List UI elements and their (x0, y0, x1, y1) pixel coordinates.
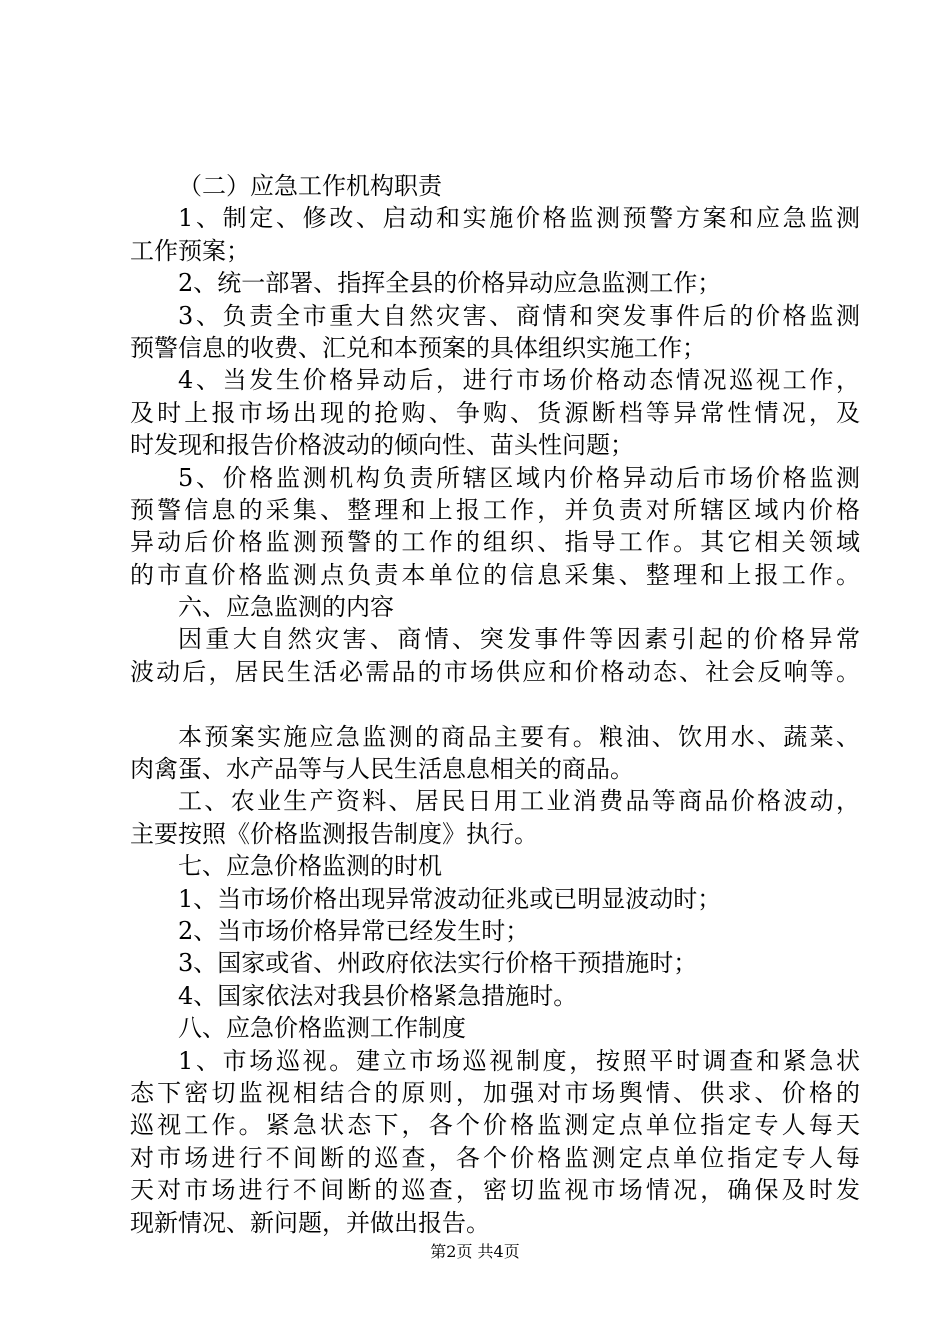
text-line: 六、应急监测的内容 (178, 593, 394, 622)
blank-line (130, 688, 860, 720)
text-line: 时发现和报告价格波动的倾向性、苗头性问题； (130, 431, 634, 460)
text-line: 现新情况、新问题，并做出报告。 (130, 1208, 490, 1237)
text-line: 天对市场进行不间断的巡查，密切监视市场情况，确保及时发 (130, 1176, 860, 1205)
text-line: 本预案实施应急监测的商品主要有。粮油、饮用水、蔬菜、 (178, 722, 860, 751)
text-line: 主要按照《价格监测报告制度》执行。 (130, 819, 538, 848)
document-body (130, 170, 860, 1239)
text-line: 工作预案； (130, 236, 250, 265)
text-line: 3、国家或省、州政府依法实行价格干预措施时； (178, 949, 698, 978)
text-line: 2、当市场价格异常已经发生时； (178, 916, 530, 945)
text-line: 5、价格监测机构负责所辖区域内价格异动后市场价格监测 (178, 463, 860, 492)
text-line: 2、统一部署、指挥全县的价格异动应急监测工作； (178, 269, 722, 298)
text-line: 4、当发生价格异动后，进行市场价格动态情况巡视工作， (178, 366, 860, 395)
text-line: 预警信息的收费、汇兑和本预案的具体组织实施工作； (130, 333, 706, 362)
text-line: 异动后价格监测预警的工作的组织、指导工作。其它相关领域 (130, 528, 860, 557)
text-line: 工、农业生产资料、居民日用工业消费品等商品价格波动， (178, 787, 860, 816)
text-line: 八、应急价格监测工作制度 (178, 1014, 466, 1043)
text-line: （二）应急工作机构职责 (178, 172, 442, 200)
text-line: 对市场进行不间断的巡查，各个价格监测定点单位指定专人每 (130, 1143, 860, 1172)
text-line: 1、当市场价格出现异常波动征兆或已明显波动时； (178, 884, 722, 913)
page-footer: 第2页 共4页 (430, 1242, 520, 1261)
text-line: 3、负责全市重大自然灾害、商情和突发事件后的价格监测 (178, 301, 860, 330)
text-line: 肉禽蛋、水产品等与人民生活息息相关的商品。 (130, 755, 634, 784)
text-line: 的市直价格监测点负责本单位的信息采集、整理和上报工作。 (130, 560, 860, 589)
text-line: 1、市场巡视。建立市场巡视制度，按照平时调查和紧急状 (178, 1046, 860, 1075)
text-line: 七、应急价格监测的时机 (178, 852, 442, 881)
text-line: 态下密切监视相结合的原则，加强对市场舆情、供求、价格的 (130, 1078, 860, 1107)
text-line: 4、国家依法对我县价格紧急措施时。 (178, 981, 578, 1010)
text-line: 因重大自然灾害、商情、突发事件等因素引起的价格异常 (178, 625, 860, 654)
text-line: 1、制定、修改、启动和实施价格监测预警方案和应急监测 (178, 204, 860, 233)
text-line: 预警信息的采集、整理和上报工作，并负责对所辖区域内价格 (130, 495, 860, 524)
text-line: 波动后，居民生活必需品的市场供应和价格动态、社会反响等。 (130, 657, 860, 686)
text-line: 巡视工作。紧急状态下，各个价格监测定点单位指定专人每天 (130, 1111, 860, 1140)
text-line: 及时上报市场出现的抢购、争购、货源断档等异常性情况，及 (130, 398, 860, 427)
